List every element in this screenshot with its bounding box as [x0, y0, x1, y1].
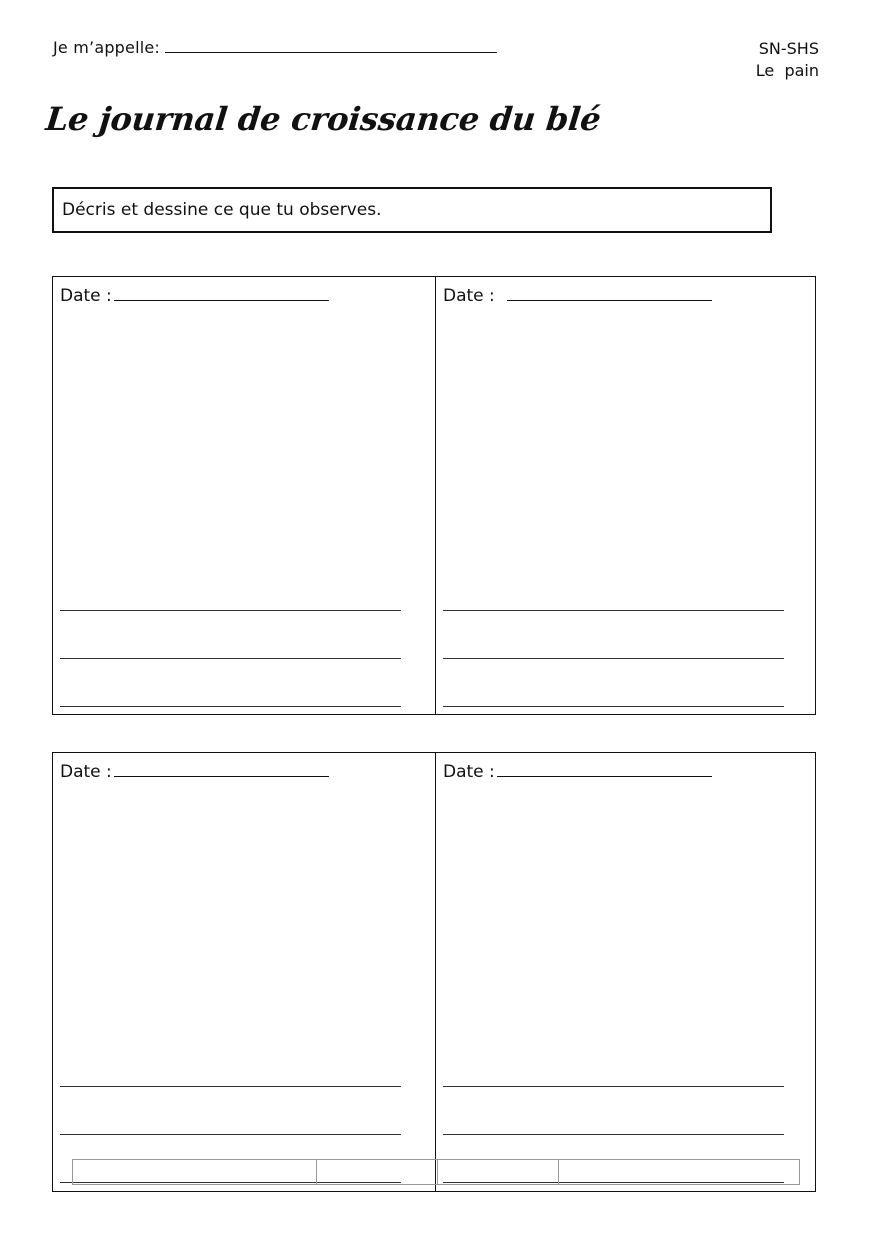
footer-cell — [558, 1160, 801, 1184]
date-field — [60, 286, 329, 306]
name-label: Je m’appelle: — [53, 38, 161, 57]
observation-grid-top — [52, 276, 816, 715]
header-right — [756, 38, 819, 82]
date-label: Date : — [443, 762, 495, 782]
date-blank[interactable] — [114, 286, 329, 301]
date-field — [443, 286, 712, 306]
observation-card — [53, 277, 435, 714]
instruction-text: Décris et dessine ce que tu observes. — [62, 200, 382, 220]
footer-table — [72, 1159, 800, 1185]
date-label: Date : — [60, 286, 112, 306]
topic-label: Le pain — [755, 61, 819, 80]
writing-line[interactable] — [60, 610, 401, 611]
name-line — [53, 38, 497, 57]
name-blank[interactable] — [165, 38, 497, 53]
observation-card — [435, 753, 816, 1191]
footer-cell — [73, 1160, 316, 1184]
page-title: Le journal de croissance du blé — [44, 100, 603, 138]
date-blank[interactable] — [507, 286, 712, 301]
writing-line[interactable] — [443, 706, 784, 707]
writing-line[interactable] — [60, 658, 401, 659]
writing-line[interactable] — [443, 1086, 784, 1087]
observation-grid-bottom — [52, 752, 816, 1192]
footer-cell — [437, 1160, 558, 1184]
date-field — [443, 762, 712, 782]
writing-line[interactable] — [443, 1134, 784, 1135]
writing-line[interactable] — [60, 1134, 401, 1135]
writing-line[interactable] — [443, 658, 784, 659]
date-label: Date : — [443, 286, 495, 306]
observation-card — [435, 277, 816, 714]
instruction-box — [52, 187, 772, 233]
date-field — [60, 762, 329, 782]
footer-cell — [316, 1160, 437, 1184]
date-label: Date : — [60, 762, 112, 782]
writing-line[interactable] — [60, 1086, 401, 1087]
observation-card — [53, 753, 435, 1191]
writing-line[interactable] — [60, 706, 401, 707]
writing-line[interactable] — [443, 610, 784, 611]
date-blank[interactable] — [497, 762, 712, 777]
date-blank[interactable] — [114, 762, 329, 777]
subject-label: SN-SHS — [758, 39, 819, 58]
